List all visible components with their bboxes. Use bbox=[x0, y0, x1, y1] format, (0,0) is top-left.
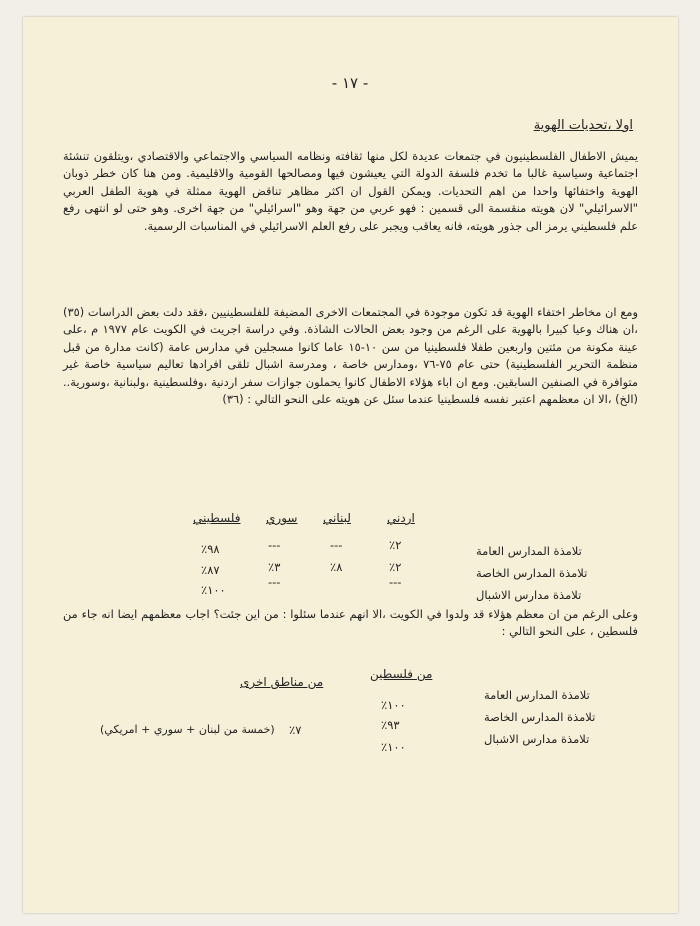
page-number: - ١٧ - bbox=[331, 74, 369, 92]
table1-cell: ٢٪ bbox=[389, 538, 402, 552]
section-heading: اولا ،تحديات الهوية bbox=[533, 118, 633, 133]
table1-cell: --- bbox=[268, 575, 281, 589]
table1-cell: --- bbox=[389, 575, 402, 589]
table1-header-palestinian: فلسطيني bbox=[193, 511, 241, 525]
paragraph-2: ومع ان مخاطر اختفاء الهوية قد تكون موجودة في المجتمعات الاخرى المضيفة للفلسطينيين ،فقد دلت بعض الدراسات (٣٥) ،ان هناك وعيا كبيرا بالهوية على الرغم من وجود بعض الحالات الشاذة. وفي دراسة اجريت في الكويت عام ١٩٧٧ م ،على عينة مكونة من مئتين واربعين طفلا فلسطينيا من سن ١٠-١٥ عاما كانوا مسجلين في مدارس عامة (كانت مدارة من قبل منظمة التحرير الفلسطينية) حتى عام ٧٥-٧٦ ،ومدارس خاصة ، ومدرسة اشبال تلقى افرادها تعاليم سياسية خاصة غير متوافرة في الصنفين السابقين. ومع ان اباء هؤلاء الاطفال كانوا يحملون جوازات سفر اردنية ،وفلسطينية ،ولبنانية ،وسورية.. (الخ) ،الا ان معظمهم اعتبر نفسه فلسطينيا عندما سئل عن هويته على النحو التالي : (٣٦) bbox=[63, 305, 638, 407]
table1-cell: ٣٪ bbox=[268, 560, 281, 574]
table2-cell: ١٠٠٪ bbox=[381, 740, 406, 754]
table2-row-label: تلامذة المدارس الخاصة bbox=[484, 710, 596, 724]
paragraph-1: يميش الاطفال الفلسطينيون في جتمعات عديدة لكل منها ثقافته ونظامه السياسي والاجتماعي والاقتصادي ،ويتلقون تنشئة اجتماعية وسياسية غالبا ما تخدم فلسفة الدولة التي يعيشون فيها ومصالحها القومية والاقليمية. ومن هنا كان خطر ذوبان الهوية واختفائها واحدا من اهم التحديات. ويمكن القول ان اكثر مظاهر تناقض الهوية ممثلة في هوية الطفل العربي "الاسرائيلي" لان هويته منقسمة الى قسمين : فهو عربي من جهة وهو "اسرائيلي" من جهة اخرى. وهو حتى لو انتهى رفع علم فلسطيني يرمز الى جذور هويته، فانه يعاقب ويجبر على رفع العلم الاسرائيلي في المناسبات الرسمية. bbox=[63, 149, 638, 233]
table2-header-palestine: من فلسطين bbox=[370, 667, 433, 681]
table1-header-syrian: سوري bbox=[266, 511, 298, 525]
table1-cell: ٨٧٪ bbox=[201, 563, 220, 577]
table1-cell: ١٠٠٪ bbox=[201, 583, 226, 597]
table1-cell: ٢٪ bbox=[389, 560, 402, 574]
table2-cell: ٩٣٪ bbox=[381, 718, 400, 732]
table1-row-label: تلامذة المدارس العامة bbox=[476, 544, 582, 558]
table2-note: (خمسة من لبنان + سوري + امريكي) bbox=[100, 723, 275, 736]
paragraph-3: وعلى الرغم من ان معظم هؤلاء قد ولدوا في الكويت ،الا انهم عندما سئلوا : من اين جئت؟ اجاب معظمهم ايضا انه جاء من فلسطين ، على النحو التالي : bbox=[63, 607, 638, 639]
table1-header-jordanian: اردني bbox=[387, 511, 415, 525]
table2-cell: ٧٪ bbox=[289, 723, 302, 737]
table1-cell: --- bbox=[268, 538, 281, 552]
table1-row-label: تلامذة مدارس الاشبال bbox=[476, 588, 582, 602]
table1-cell: ٨٪ bbox=[330, 560, 343, 574]
table2-cell: ١٠٠٪ bbox=[381, 698, 406, 712]
table1-row-label: تلامذة المدارس الخاصة bbox=[476, 566, 588, 580]
table2-row-label: تلامذة المدارس العامة bbox=[484, 688, 590, 702]
table1-cell: ٩٨٪ bbox=[201, 542, 220, 556]
table2-header-other: من مناطق اخرى bbox=[240, 675, 324, 689]
table1-cell: --- bbox=[330, 538, 343, 552]
table1-header-lebanese: لبناني bbox=[323, 511, 351, 525]
table2-row-label: تلامذة مدارس الاشبال bbox=[484, 732, 590, 746]
